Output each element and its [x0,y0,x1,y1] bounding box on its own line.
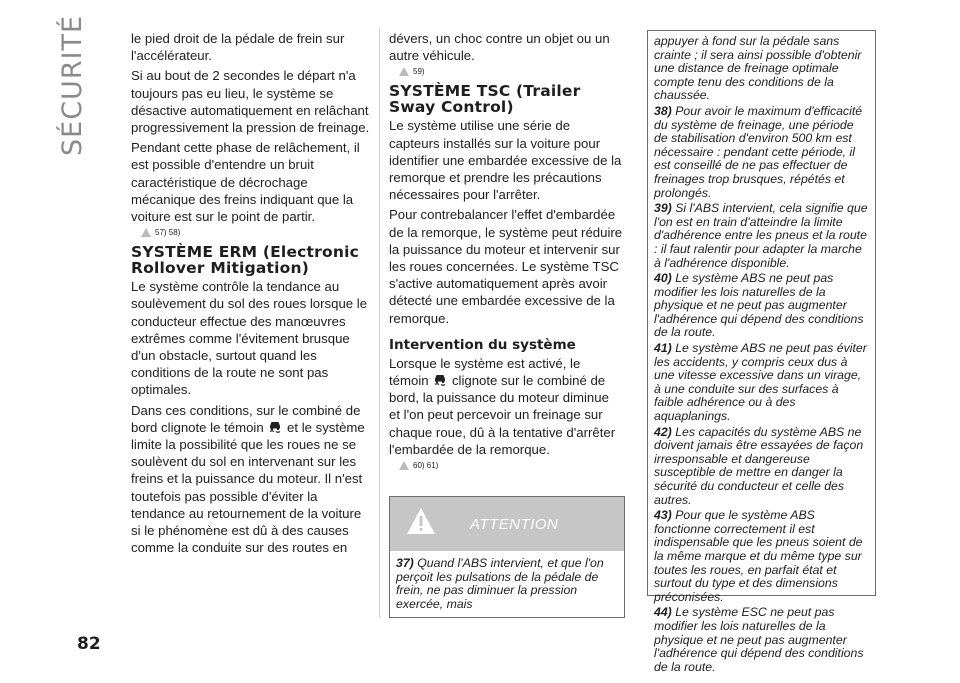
paragraph-part: clignote sur le combiné de bord, la puissance du moteur diminue et l'on peut percevoir un freinage sur chaque roue, dû à la tentative d'arrêter l'embardée de la remorque. [389,373,616,457]
warning-triangle-icon [399,461,409,470]
warning-references [141,228,371,237]
paragraph: Pendant cette phase de relâchement, il est possible d'entendre un bruit caractéristique de décrochage mécanique des freins indiquant que la voiture est sur le point de partir. [131,140,360,225]
note-text: Les capacités du système ABS ne doivent jamais être essayées de façon irresponsable et dangereuse susceptible de mettre en danger la sécurité du conducteur et celle des autres. [654,424,864,507]
skidding-car-icon [267,419,283,434]
paragraph-part: Dans ces conditions, sur le combiné de bord clignote le témoin [131,402,361,435]
note [654,426,870,508]
note-text: Quand l'ABS intervient, et que l'on perçoit les pulsations de la pédale de frein, ne pas diminuer la pression exercée, mais [396,556,604,611]
note [396,557,619,611]
paragraph: Pour contrebalancer l'effet d'embardée de la remorque, le système peut réduire la puissance du moteur et intervenir sur les roues concernées. Le système TSC s'active automatiquement après avoir détecté une embardée excessive de la remorque. [389,207,623,326]
note-text: Pour avoir le maximum d'efficacité du système de freinage, une période de stabilisation d'environ 500 km est nécessaire : pendant cette période, il est conseillé de ne pas effectuer de freinages trop brusques, répétés et prolongés. [654,103,863,200]
warning-references [399,67,623,76]
note-number: 43) [654,508,672,523]
column-divider [379,28,380,618]
reference-numbers: 59) [413,67,425,77]
paragraph [389,355,623,458]
note-number: 37) [396,556,414,571]
note-number: 44) [654,605,672,620]
reference-numbers: 57) 58) [155,228,181,238]
subheading-intervention: Intervention du système [389,336,576,353]
note [654,606,870,674]
warning-triangle-icon [406,507,436,535]
note [654,342,870,424]
note-text: Le système ABS ne peut pas éviter les accidents, y compris ceux dus à une vitesse excessive dans un virage, à une conduite sur des surfaces à faible adhérence ou à des aquaplanings. [654,341,867,424]
note-text: Le système ABS ne peut pas modifier les lois naturelles de la physique et ne peut pas augmenter l'adhérence qui dépend des conditions de la route. [654,271,864,340]
column-2 [389,30,623,618]
warning-triangle-icon [399,67,409,76]
paragraph [131,402,371,557]
note-number: 42) [654,424,672,439]
skidding-car-icon [432,372,448,387]
note-number: 38) [654,103,672,118]
heading-erm: SYSTÈME ERM (Electronic Rollover Mitigation) [131,243,359,277]
paragraph: le pied droit de la pédale de frein sur l'accélérateur. [131,31,345,64]
heading-tsc: SYSTÈME TSC (Trailer Sway Control) [389,82,581,116]
column-1 [131,30,371,559]
page-number: 82 [77,634,101,654]
attention-box [389,496,625,618]
note-number: 40) [654,271,672,286]
note [654,509,870,604]
paragraph: Le système utilise une série de capteurs installés sur la voiture pour identifier une embardée excessive de la remorque et prendre les précautions nécessaires pour l'arrêter. [389,118,622,203]
paragraph: Le système contrôle la tendance au soulèvement du sol des roues lorsque le conducteur effectue des manœuvres extrêmes comme l'évitement brusque d'un obstacle, surtout quand les conditions de la route ne sont pas optimales. [131,279,368,398]
note-text: Le système ESC ne peut pas modifier les lois naturelles de la physique et ne peut pas augmenter l'adhérence qui dépend des conditions de la route. [654,605,864,674]
attention-label: ATTENTION [470,516,559,534]
attention-header [390,497,624,551]
warning-triangle-icon [141,228,151,237]
paragraph-part: Lorsque le système est activé, le témoin [389,355,581,389]
warning-references [399,461,623,470]
note-number: 41) [654,341,672,356]
note [654,202,870,270]
paragraph-part: et le système limite la possibilité que les roues ne se soulèvent du sol en intervenant sur les freins et la puissance du moteur. Il n'est toutefois pas possible d'éviter la tendance au retournement de la voiture si le phénomène est dû à des causes comme la conduite sur des routes en [131,419,365,556]
note [654,105,870,200]
attention-body [390,551,624,617]
reference-numbers: 60) 61) [413,461,439,471]
note-text: Si l'ABS intervient, cela signifie que l'on est en train d'atteindre la limite d'adhérence entre les pneus et la route : il faut ralentir pour adapter la marche à l'adhérence disponible. [654,201,868,270]
notes-box [647,30,876,674]
note-intro: appuyer à fond sur la pédale sans crainte ; il sera ainsi possible d'obtenir une distance de freinage optimale compte tenu des conditions de la chaussée. [654,34,862,103]
section-title: SÉCURITÉ [57,14,88,156]
paragraph: dévers, un choc contre un objet ou un autre véhicule. [389,31,610,64]
note-text: Pour que le système ABS fonctionne correctement il est indispensable que les pneus soient de la même marque et du même type sur toutes les roues, en parfait état et surtout du type et des dimensions préconisées. [654,508,863,604]
paragraph: Si au bout de 2 secondes le départ n'a toujours pas eu lieu, le système se désactive automatiquement en relâchant progressivement la pression de freinage. [131,68,370,136]
note [654,272,870,340]
note-number: 39) [654,201,672,216]
